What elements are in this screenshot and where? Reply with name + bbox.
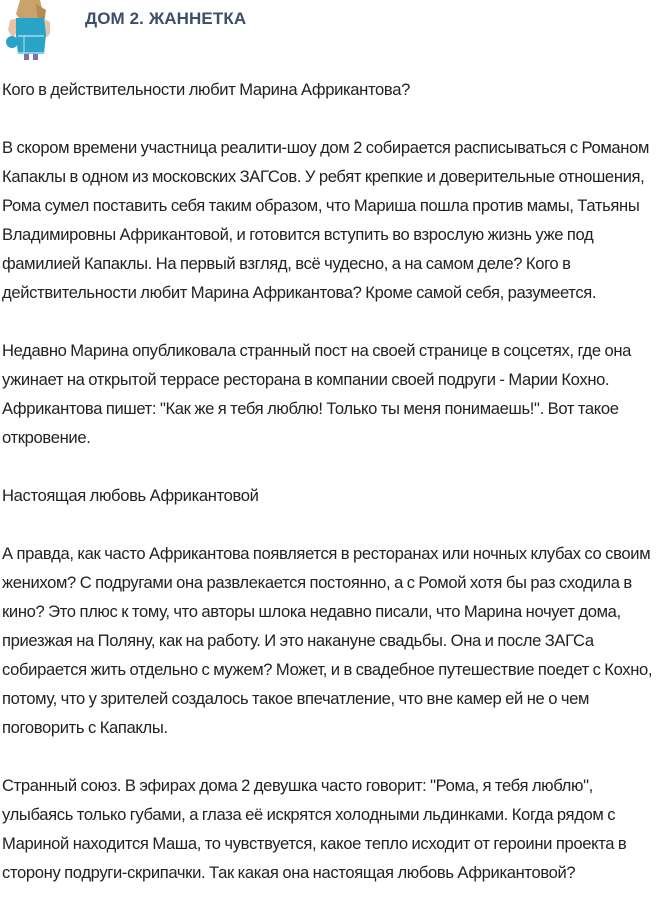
article-paragraph-3: А правда, как часто Африкантова появляется в ресторанах или ночных клубах со своим женихом? С подругами она развлекается постоянно, а с Ромой хотя бы раз сходила в кино? Это плюс к тому, что авторы шлока недавно писали, что Марина ночует дома, приезжая на Поляну, как на работу. И это накануне свадьбы. Она и после ЗАГСа собирается жить отдельно с мужем? Может, и в свадебное путешествие поедет с Кохно, потому, что у зрителей создалось такое впечатление, что вне камер ей не о чем поговорить с Капаклы. — [2, 544, 653, 737]
article-title: Кого в действительности любит Марина Африкантова? — [2, 80, 410, 99]
article-paragraph-4: Странный союз. В эфирах дома 2 девушка часто говорит: "Рома, я тебя люблю", улыбаясь только губами, а глаза её искрятся холодными льдинками. Когда рядом с Мариной находится Маша, то чувствуется, какое тепло исходит от героини проекта в сторону подруги-скрипачки. Так какая она настоящая любовь Африкантовой? — [2, 776, 627, 882]
article-paragraph-2: Недавно Марина опубликовала странный пост на своей странице в соцсетях, где она ужинает на открытой террасе ресторана в компании своей подруги - Марии Кохно. Африкантова пишет: "Как же я тебя люблю! Только ты меня понимаешь!". Вот такое откровение. — [2, 341, 632, 447]
avatar-image-icon — [0, 0, 58, 62]
article-body — [2, 75, 666, 916]
post-header — [0, 0, 670, 62]
article-subheading: Настоящая любовь Африкантовой — [2, 486, 259, 505]
article-paragraph-1: В скором времени участница реалити-шоу дом 2 собирается расписываться с Романом Капаклы в одном из московских ЗАГСов. У ребят крепкие и доверительные отношения, Рома сумел поставить себя таким образом, что Мариша пошла против мамы, Татьяны Владимировны Африкантовой, и готовится вступить во взрослую жизнь уже под фамилией Капаклы. На первый взгляд, всё чудесно, а на самом деле? Кого в действительности любит Марина Африкантова? Кроме самой себя, разумеется. — [2, 138, 650, 302]
channel-avatar[interactable] — [0, 0, 58, 62]
channel-title-link[interactable]: ДОМ 2. ЖАННЕТКА — [85, 9, 247, 28]
